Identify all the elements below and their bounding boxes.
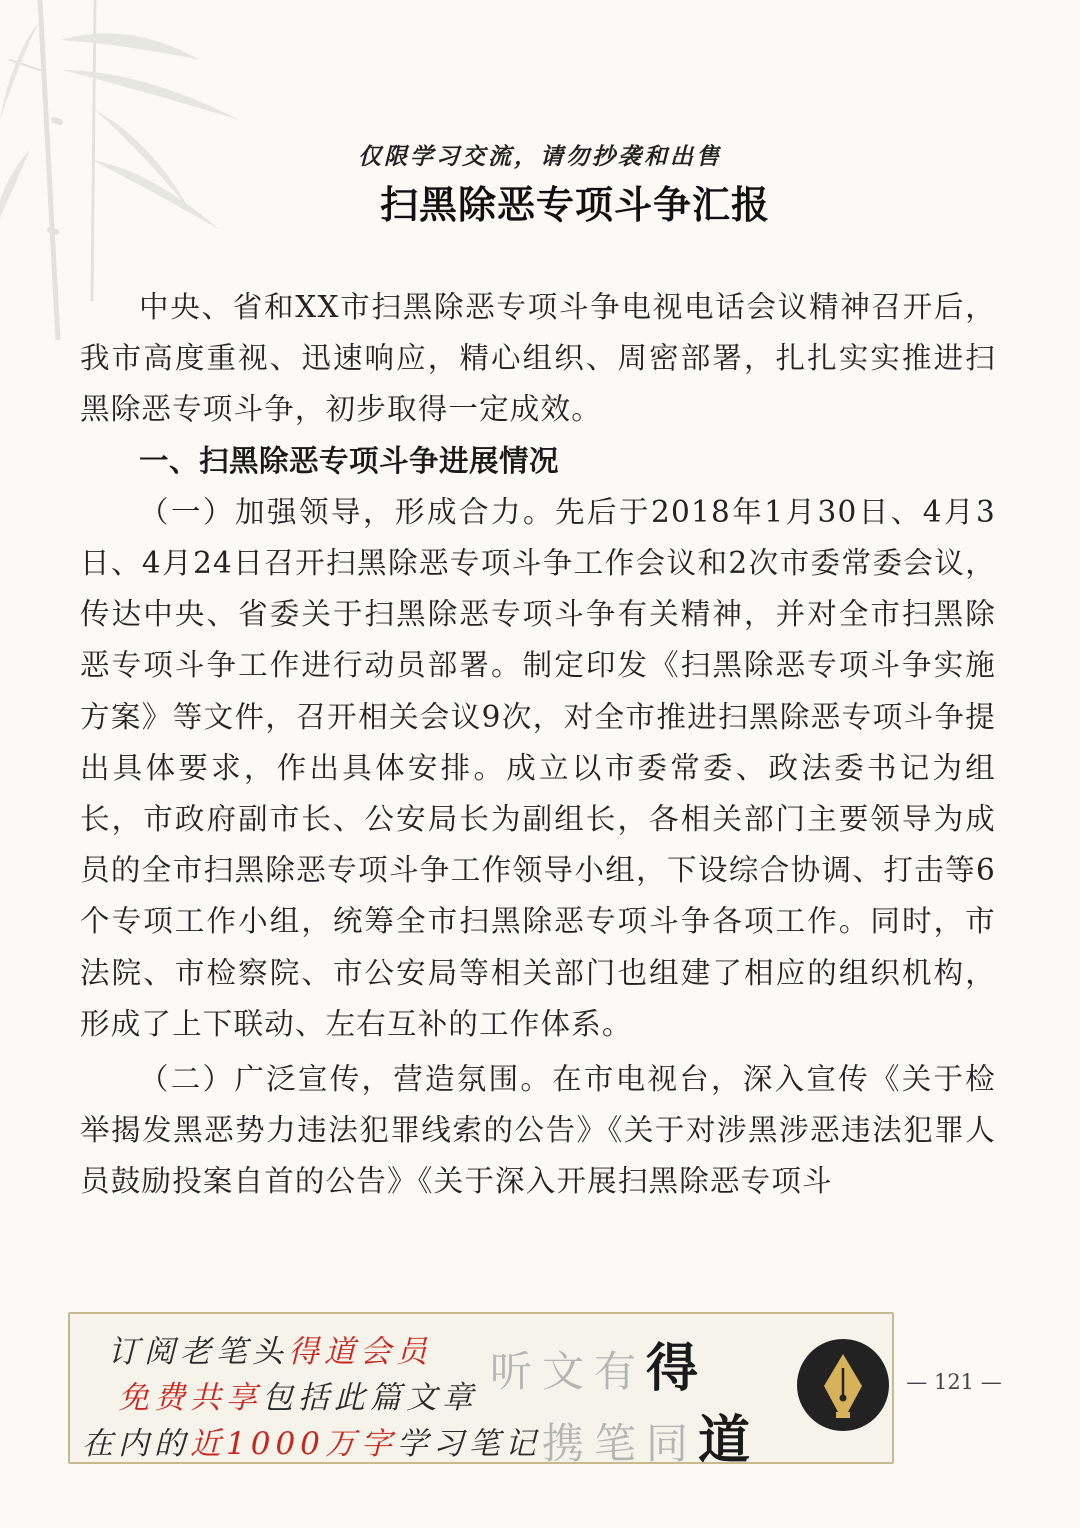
ad-slogan [542,1398,760,1464]
ad-slogan-emphasis: 道 [698,1410,761,1464]
paragraph-leadership: （一）加强领导，形成合力。先后于2018年1月30日、4月3日、4月24日召开扫黑除恶专项斗争工作会议和2次市委常委会议，传达中央、省委关于扫黑除恶专项斗争有关精神，并对全市扫黑除恶专项斗争工作进行动员部署。制定印发《扫黑除恶专项斗争实施方案》等文件，召开相关会议9次，对全市推进扫黑除恶专项斗争提出具体要求，作出具体安排。成立以市委常委、政法委书记为组长，市政府副市长、公安局长为副组长，各相关部门主要领导为成员的全市扫黑除恶专项斗争工作领导小组，下设综合协调、打击等6个专项工作小组，统筹全市扫黑除恶专项斗争各项工作。同时，市法院、市检察院、市公安局等相关部门也组建了相应的组织机构，形成了上下联动、左右互补的工作体系。 [80,494,996,1041]
document-body [80,282,996,1208]
copyright-notice: 仅限学习交流，请勿抄袭和出售 [358,143,722,170]
ad-slogan-emphasis: 得 [646,1338,709,1399]
intro-paragraph: 中央、省和XX市扫黑除恶专项斗争电视电话会议精神召开后，我市高度重视、迅速响应，精心组织、周密部署，扎扎实实推进扫黑除恶专项斗争，初步取得一定成效。 [80,290,996,427]
ad-highlight: 免费共享 [118,1380,262,1416]
page-number: — 121 — [906,1370,1002,1394]
ad-slogan-text: 携笔同 [542,1419,699,1464]
document-title: 扫黑除恶专项斗争汇报 [379,183,770,227]
fountain-pen-nib-icon [796,1338,890,1432]
ad-line [108,1326,432,1371]
ad-slogan [490,1326,708,1401]
ad-text: 学习笔记 [396,1426,541,1462]
membership-ad-banner[interactable] [68,1312,894,1464]
ad-text: 在内的 [82,1426,190,1462]
paragraph-publicity: （二）广泛宣传，营造氛围。在市电视台，深入宣传《关于检举揭发黑恶势力违法犯罪线索的公告》《关于对涉黑涉恶违法犯罪人员鼓励投案自首的公告》《关于深入开展扫黑除恶专项斗 [80,1062,996,1199]
section-heading: 一、扫黑除恶专项斗争进展情况 [139,443,560,478]
ad-slogan-text: 听文有 [490,1347,647,1396]
ad-text: 订阅老笔头 [108,1334,288,1370]
ad-text: 包括此篇文章 [262,1380,478,1416]
ad-line [118,1372,478,1417]
ad-line [82,1418,541,1463]
ad-highlight: 得道会员 [288,1334,432,1370]
ad-highlight: 近1000万字 [190,1426,397,1462]
